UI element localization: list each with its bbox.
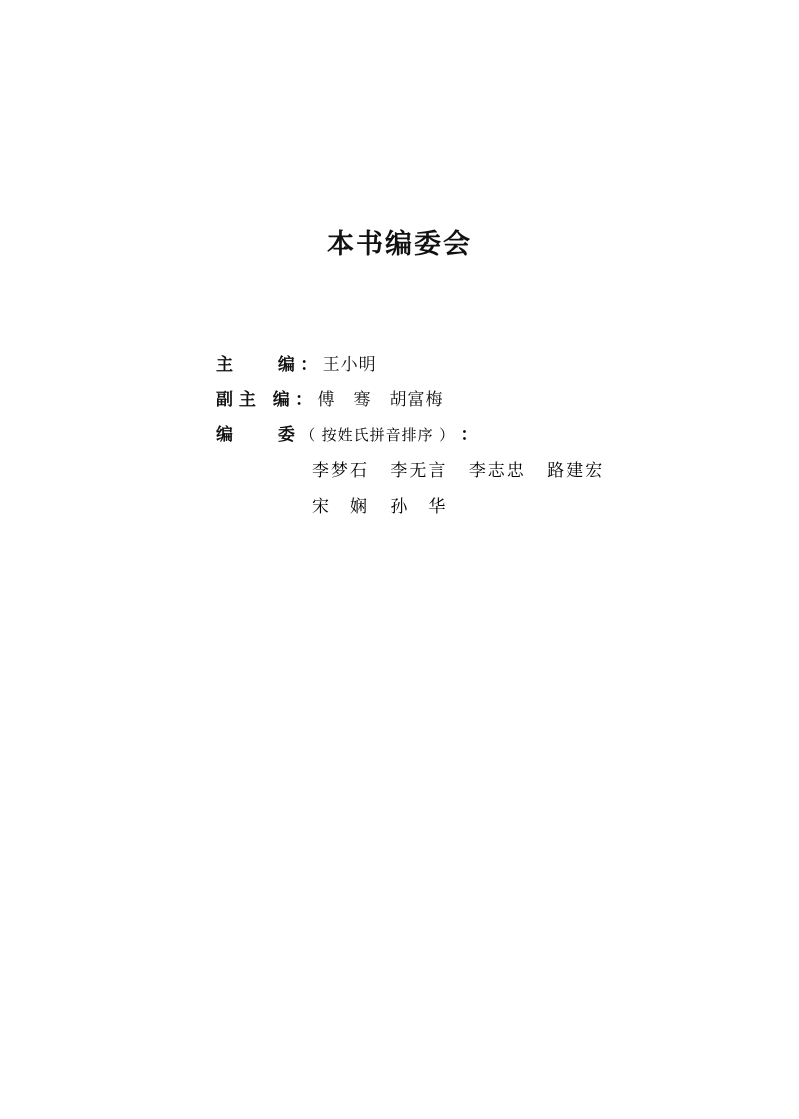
member-name: 李志忠 bbox=[468, 461, 526, 481]
deputy-chief-editor-row bbox=[216, 383, 736, 418]
chief-editor-label: 主 bbox=[216, 355, 233, 375]
editorial-board-block bbox=[216, 348, 736, 525]
deputy-chief-editor-label: 副 主 bbox=[216, 390, 256, 410]
member-name: 李梦石 bbox=[312, 461, 369, 481]
member-name: 宋 娴 bbox=[312, 497, 369, 517]
deputy-chief-editor-colon: ： bbox=[295, 390, 313, 410]
chief-editor-label-second: 编 bbox=[277, 355, 295, 375]
member-name: 李无言 bbox=[390, 461, 448, 481]
note-open-paren: （ bbox=[300, 426, 317, 444]
chief-editor-value: 王小明 bbox=[322, 355, 377, 375]
note-close-paren: ） bbox=[439, 426, 456, 444]
member-name-row bbox=[312, 453, 736, 489]
member-name-row bbox=[312, 489, 736, 525]
page-title: 本书编委会 bbox=[327, 229, 472, 260]
deputy-chief-editor-label-second: 编 bbox=[272, 390, 290, 410]
chief-editor-colon: ： bbox=[300, 355, 318, 375]
deputy-chief-editor-value: 傅 骞 胡富梅 bbox=[317, 390, 444, 410]
member-name: 孙 华 bbox=[390, 497, 448, 517]
chief-editor-row bbox=[216, 348, 736, 383]
editorial-members-note: 按姓氏拼音排序 bbox=[321, 426, 434, 444]
editorial-members-label: 编 bbox=[216, 425, 233, 445]
editorial-members-label-second: 委 bbox=[277, 425, 295, 445]
member-name: 路建宏 bbox=[547, 461, 605, 481]
editorial-members-row bbox=[216, 418, 736, 453]
editorial-members-colon: ： bbox=[460, 425, 478, 445]
